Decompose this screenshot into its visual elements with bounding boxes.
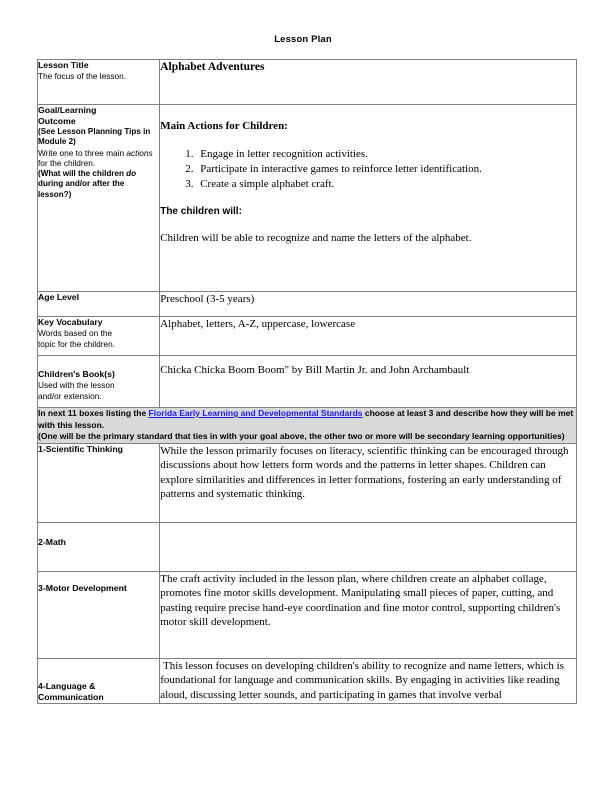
goal-label-question (38, 169, 159, 200)
standard-2-value-cell[interactable] (160, 522, 577, 571)
childrens-books-label-cell (38, 356, 160, 408)
table-row-standard-2 (38, 522, 577, 571)
goal-write-italic: actions (126, 147, 153, 158)
lesson-title-label: Lesson Title (38, 60, 89, 70)
lesson-title-sublabel: The focus of the lesson. (38, 71, 127, 81)
main-actions-list (160, 147, 576, 192)
key-vocabulary-sublabel-line1: Words based on the (38, 328, 113, 338)
standard-3-value-cell[interactable] (160, 571, 577, 658)
goal-value-cell[interactable] (160, 105, 577, 292)
standard-2-label: 2-Math (38, 536, 66, 547)
table-row-childrens-books (38, 356, 577, 408)
lesson-title-value: Alphabet Adventures (160, 61, 265, 73)
table-row-goal-outcome (38, 105, 577, 292)
goal-label-line2: Outcome (38, 116, 76, 126)
goal-label-note: (See Lesson Planning Tips in Module 2) (38, 127, 151, 147)
lesson-title-value-cell[interactable] (160, 60, 577, 105)
standards-note-after-link: choose at least 3 and describe how they will be met with this lesson. (38, 408, 574, 430)
standard-1-value-cell[interactable] (160, 443, 577, 522)
standards-note-line2: (One will be the primary standard that ties in with your goal above, the other two or more will be secondary learning opportunities) (38, 431, 565, 442)
standards-note-before-link: In next 11 boxes listing the (38, 408, 149, 418)
list-item: 3. Create a simple alphabet craft. (196, 177, 576, 192)
goal-label-line1: Goal/Learning (38, 105, 97, 115)
standard-1-text: While the lesson primarily focuses on literacy, scientific thinking can be encouraged through discussions about how letters form words and the patterns in letter shapes. Children can explore similarities and differences in letter formations, fostering an early understanding of patterns and systematic thinking. (160, 444, 569, 501)
table-row-standards-note (38, 408, 577, 444)
goal-write-part1: Write one to three main (38, 147, 127, 158)
standard-2-label-cell (38, 522, 160, 571)
standard-3-text: The craft activity included in the lesson plan, where children create an alphabet collage, promotes fine motor skills development. Manipulating small pieces of paper, cutting, and pasting require precise hand-eye coordination and fine motor control, supporting children's motor skill development. (160, 572, 561, 629)
age-level-label: Age Level (38, 292, 80, 302)
standards-note-text (38, 408, 576, 431)
standard-4-label-cell (38, 658, 160, 703)
learning-outcome-text: Children will be able to recognize and name the letters of the alphabet. (160, 232, 472, 244)
main-actions-heading: Main Actions for Children: (160, 120, 288, 132)
age-level-value-cell[interactable] (160, 292, 577, 317)
goal-write-part2: for the children. (38, 158, 96, 169)
age-level-label-cell (38, 292, 160, 317)
standard-4-label-line1: 4-Language & (38, 680, 96, 691)
goal-question-part2: during and/or after the lesson?) (38, 179, 125, 199)
standard-1-label: 1-Scientific Thinking (38, 443, 123, 454)
florida-standards-link[interactable]: Florida Early Learning and Developmental Standards (148, 408, 363, 418)
children-will-heading: The children will: (160, 205, 242, 217)
childrens-books-label: Children's Book(s) (38, 369, 115, 379)
standard-4-value-cell[interactable] (160, 658, 577, 703)
childrens-books-value-cell[interactable] (160, 356, 577, 408)
age-level-value: Preschool (3-5 years) (160, 293, 255, 305)
page-title: Lesson Plan (274, 34, 332, 45)
table-row-standard-4 (38, 658, 577, 703)
lesson-plan-table (37, 59, 577, 704)
table-row-age-level (38, 292, 577, 317)
key-vocabulary-label-cell (38, 317, 160, 356)
table-row-standard-3 (38, 571, 577, 658)
goal-question-italic: do (126, 169, 137, 178)
list-item: 2. Participate in interactive games to reinforce letter identification. (196, 162, 576, 177)
standards-note-band (38, 408, 577, 444)
list-item: 1. Engage in letter recognition activities. (196, 147, 576, 162)
standard-1-label-cell (38, 443, 160, 522)
key-vocabulary-value: Alphabet, letters, A-Z, uppercase, lowercase (160, 318, 356, 330)
key-vocabulary-label: Key Vocabulary (38, 317, 103, 327)
standard-3-label: 3-Motor Development (38, 582, 127, 593)
key-vocabulary-sublabel-line2: topic for the children. (38, 338, 116, 349)
table-row-key-vocabulary (38, 317, 577, 356)
childrens-books-sublabel-line2: and/or extension. (38, 390, 102, 401)
childrens-books-value: Chicka Chicka Boom Boom" by Bill Martin Jr. and John Archambault (160, 364, 470, 376)
goal-label-cell (38, 105, 160, 292)
table-row-standard-1 (38, 443, 577, 522)
key-vocabulary-value-cell[interactable] (160, 317, 577, 356)
table-row-lesson-title (38, 60, 577, 105)
goal-question-part1: (What will the children (38, 169, 127, 178)
childrens-books-sublabel-line1: Used with the lesson (38, 380, 115, 390)
standard-4-label-line2: Communication (38, 691, 104, 702)
goal-label-write-instruction (38, 148, 159, 169)
lesson-title-label-cell (38, 60, 160, 105)
standard-4-text: This lesson focuses on developing children's ability to recognize and name letters, which is foundational for language and communication skills. By engaging in activities like reading aloud, discussing letter sounds, and participating in games that involve verbal (160, 659, 567, 701)
standard-3-label-cell (38, 571, 160, 658)
